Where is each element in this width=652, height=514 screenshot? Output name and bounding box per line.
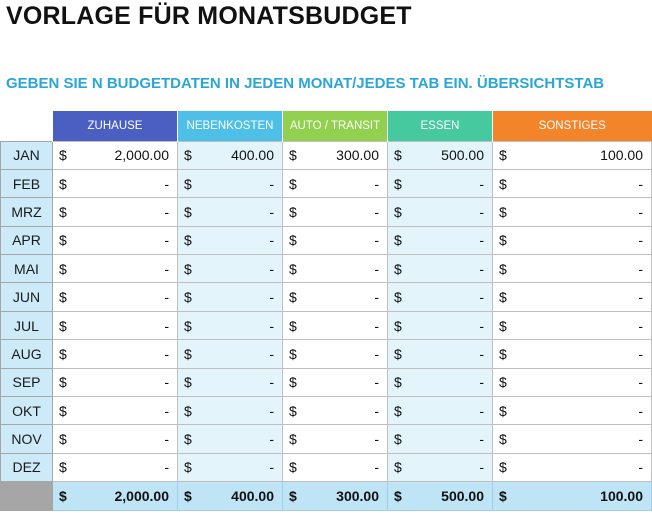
budget-cell[interactable] [178, 397, 283, 425]
budget-cell[interactable] [178, 340, 283, 368]
amount-value: - [269, 232, 274, 249]
currency-symbol: $ [289, 374, 297, 391]
currency-symbol: $ [184, 431, 192, 448]
amount-value: - [164, 402, 169, 419]
currency-symbol: $ [59, 232, 67, 249]
amount-value: - [269, 289, 274, 306]
month-label: FEB [1, 169, 53, 197]
budget-cell[interactable] [53, 141, 178, 169]
budget-cell[interactable] [178, 169, 283, 197]
budget-cell[interactable] [53, 453, 178, 481]
cell-content [388, 289, 492, 305]
budget-cell[interactable] [178, 311, 283, 339]
amount-value: - [269, 175, 274, 192]
amount-value: 2,000.00 [114, 147, 169, 164]
currency-symbol: $ [184, 345, 192, 362]
currency-symbol: $ [499, 147, 507, 164]
cell-content [178, 488, 282, 504]
amount-value: - [164, 175, 169, 192]
month-label: MRZ [1, 198, 53, 226]
instructions-banner: GEBEN SIE N BUDGETDATEN IN JEDEN MONAT/JEDES TAB EIN. ÜBERSICHTSTAB [6, 75, 605, 92]
budget-cell[interactable] [53, 425, 178, 453]
amount-value: - [269, 431, 274, 448]
budget-cell[interactable] [178, 226, 283, 254]
column-header-sonstiges[interactable]: SONSTIGES [493, 111, 652, 141]
header-row [1, 111, 652, 141]
currency-symbol: $ [394, 488, 402, 505]
amount-value: - [374, 431, 379, 448]
budget-cell[interactable] [388, 340, 493, 368]
cell-content [493, 403, 651, 419]
month-row [1, 226, 652, 254]
amount-value: - [638, 459, 643, 476]
budget-cell[interactable] [493, 198, 652, 226]
budget-cell[interactable] [53, 368, 178, 396]
cell-content [283, 204, 387, 220]
amount-value: - [374, 402, 379, 419]
cell-content [388, 374, 492, 390]
currency-symbol: $ [394, 317, 402, 334]
cell-content [283, 232, 387, 248]
budget-cell[interactable] [178, 283, 283, 311]
cell-content [178, 289, 282, 305]
currency-symbol: $ [289, 431, 297, 448]
cell-content [53, 204, 177, 220]
cell-content [283, 176, 387, 192]
cell-content [178, 204, 282, 220]
cell-content [388, 176, 492, 192]
amount-value: - [164, 317, 169, 334]
month-row [1, 340, 652, 368]
amount-value: 100.00 [600, 147, 643, 164]
currency-symbol: $ [59, 317, 67, 334]
currency-symbol: $ [289, 203, 297, 220]
amount-value: - [638, 203, 643, 220]
budget-cell[interactable] [388, 283, 493, 311]
totals-row [1, 482, 652, 511]
currency-symbol: $ [394, 374, 402, 391]
budget-cell[interactable] [53, 340, 178, 368]
currency-symbol: $ [499, 203, 507, 220]
amount-value: 400.00 [231, 488, 274, 505]
total-cell[interactable] [53, 482, 178, 511]
amount-value: - [374, 289, 379, 306]
cell-content [53, 289, 177, 305]
budget-table [0, 111, 652, 511]
budget-cell[interactable] [388, 141, 493, 169]
cell-content [388, 261, 492, 277]
month-row [1, 198, 652, 226]
amount-value: 500.00 [441, 147, 484, 164]
column-header-nebenkosten[interactable]: NEBENKOSTEN [178, 111, 283, 141]
currency-symbol: $ [184, 402, 192, 419]
amount-value: - [479, 175, 484, 192]
currency-symbol: $ [59, 459, 67, 476]
currency-symbol: $ [394, 431, 402, 448]
currency-symbol: $ [184, 232, 192, 249]
cell-content [53, 346, 177, 362]
cell-content [283, 289, 387, 305]
amount-value: - [479, 203, 484, 220]
budget-cell[interactable] [493, 169, 652, 197]
cell-content [388, 204, 492, 220]
cell-content [493, 431, 651, 447]
currency-symbol: $ [59, 260, 67, 277]
currency-symbol: $ [59, 147, 67, 164]
cell-content [493, 147, 651, 163]
amount-value: 100.00 [600, 488, 643, 505]
budget-cell[interactable] [283, 311, 388, 339]
budget-cell[interactable] [388, 453, 493, 481]
currency-symbol: $ [394, 147, 402, 164]
currency-symbol: $ [499, 260, 507, 277]
budget-cell[interactable] [53, 226, 178, 254]
column-header-zuhause[interactable]: ZUHAUSE [53, 111, 178, 141]
currency-symbol: $ [184, 289, 192, 306]
currency-symbol: $ [289, 260, 297, 277]
amount-value: - [638, 289, 643, 306]
month-label: MAI [1, 255, 53, 283]
currency-symbol: $ [184, 374, 192, 391]
cell-content [178, 147, 282, 163]
budget-cell[interactable] [53, 283, 178, 311]
amount-value: - [479, 402, 484, 419]
cell-content [493, 346, 651, 362]
amount-value: - [269, 374, 274, 391]
cell-content [283, 261, 387, 277]
budget-cell[interactable] [283, 340, 388, 368]
cell-content [178, 346, 282, 362]
budget-cell[interactable] [388, 169, 493, 197]
amount-value: - [638, 374, 643, 391]
amount-value: - [269, 203, 274, 220]
month-label: SEP [1, 368, 53, 396]
budget-cell[interactable] [283, 198, 388, 226]
budget-cell[interactable] [53, 397, 178, 425]
budget-cell[interactable] [53, 198, 178, 226]
cell-content [53, 431, 177, 447]
currency-symbol: $ [289, 402, 297, 419]
month-label: JUL [1, 311, 53, 339]
currency-symbol: $ [499, 488, 507, 505]
cell-content [53, 147, 177, 163]
budget-cell[interactable] [493, 283, 652, 311]
budget-cell[interactable] [283, 397, 388, 425]
currency-symbol: $ [289, 147, 297, 164]
amount-value: - [479, 232, 484, 249]
cell-content [388, 147, 492, 163]
total-cell[interactable] [178, 482, 283, 511]
budget-cell[interactable] [388, 255, 493, 283]
month-row [1, 311, 652, 339]
currency-symbol: $ [499, 232, 507, 249]
budget-cell[interactable] [53, 255, 178, 283]
cell-content [493, 459, 651, 475]
cell-content [493, 204, 651, 220]
cell-content [388, 403, 492, 419]
currency-symbol: $ [289, 345, 297, 362]
currency-symbol: $ [289, 488, 297, 505]
budget-cell[interactable] [493, 311, 652, 339]
budget-cell[interactable] [283, 169, 388, 197]
cell-content [388, 232, 492, 248]
amount-value: - [269, 260, 274, 277]
cell-content [53, 403, 177, 419]
currency-symbol: $ [289, 317, 297, 334]
cell-content [493, 289, 651, 305]
amount-value: - [374, 345, 379, 362]
amount-value: - [374, 317, 379, 334]
month-label: JUN [1, 283, 53, 311]
budget-cell[interactable] [283, 226, 388, 254]
cell-content [388, 346, 492, 362]
budget-cell[interactable] [283, 425, 388, 453]
cell-content [388, 318, 492, 334]
currency-symbol: $ [59, 402, 67, 419]
amount-value: 2,000.00 [114, 488, 169, 505]
amount-value: - [638, 317, 643, 334]
currency-symbol: $ [499, 345, 507, 362]
month-label: APR [1, 226, 53, 254]
cell-content [53, 176, 177, 192]
cell-content [493, 488, 651, 504]
budget-cell[interactable] [178, 141, 283, 169]
cell-content [388, 431, 492, 447]
currency-symbol: $ [394, 459, 402, 476]
currency-symbol: $ [289, 175, 297, 192]
total-cell[interactable] [283, 482, 388, 511]
cell-content [53, 318, 177, 334]
currency-symbol: $ [184, 203, 192, 220]
budget-cell[interactable] [283, 453, 388, 481]
cell-content [283, 403, 387, 419]
cell-content [388, 488, 492, 504]
currency-symbol: $ [59, 431, 67, 448]
currency-symbol: $ [59, 289, 67, 306]
cell-content [53, 459, 177, 475]
amount-value: - [638, 232, 643, 249]
currency-symbol: $ [499, 431, 507, 448]
total-cell[interactable] [493, 482, 652, 511]
budget-cell[interactable] [388, 368, 493, 396]
amount-value: - [269, 459, 274, 476]
currency-symbol: $ [184, 175, 192, 192]
amount-value: - [269, 317, 274, 334]
cell-content [178, 318, 282, 334]
amount-value: - [374, 232, 379, 249]
budget-cell[interactable] [283, 255, 388, 283]
cell-content [283, 147, 387, 163]
budget-grid [0, 111, 643, 514]
cell-content [388, 459, 492, 475]
cell-content [283, 374, 387, 390]
budget-cell[interactable] [493, 141, 652, 169]
currency-symbol: $ [394, 289, 402, 306]
budget-cell[interactable] [388, 198, 493, 226]
currency-symbol: $ [499, 374, 507, 391]
total-cell[interactable] [388, 482, 493, 511]
currency-symbol: $ [394, 260, 402, 277]
amount-value: - [164, 431, 169, 448]
cell-content [178, 176, 282, 192]
budget-cell[interactable] [53, 311, 178, 339]
currency-symbol: $ [499, 402, 507, 419]
amount-value: - [164, 289, 169, 306]
amount-value: - [164, 345, 169, 362]
currency-symbol: $ [289, 232, 297, 249]
cell-content [53, 374, 177, 390]
cell-content [493, 318, 651, 334]
currency-symbol: $ [394, 203, 402, 220]
amount-value: - [164, 459, 169, 476]
amount-value: - [164, 203, 169, 220]
currency-symbol: $ [59, 488, 67, 505]
cell-content [53, 261, 177, 277]
month-row [1, 368, 652, 396]
currency-symbol: $ [184, 260, 192, 277]
month-label: JAN [1, 141, 53, 169]
cell-content [178, 459, 282, 475]
budget-cell[interactable] [178, 255, 283, 283]
budget-cell[interactable] [178, 198, 283, 226]
currency-symbol: $ [59, 175, 67, 192]
currency-symbol: $ [499, 175, 507, 192]
amount-value: - [638, 402, 643, 419]
currency-symbol: $ [394, 345, 402, 362]
month-row [1, 141, 652, 169]
amount-value: 300.00 [336, 147, 379, 164]
amount-value: - [479, 260, 484, 277]
cell-content [283, 488, 387, 504]
month-label: AUG [1, 340, 53, 368]
budget-cell[interactable] [178, 425, 283, 453]
budget-cell[interactable] [493, 226, 652, 254]
currency-symbol: $ [499, 459, 507, 476]
amount-value: - [269, 402, 274, 419]
amount-value: - [479, 345, 484, 362]
amount-value: - [164, 374, 169, 391]
currency-symbol: $ [59, 345, 67, 362]
amount-value: 400.00 [231, 147, 274, 164]
budget-cell[interactable] [493, 340, 652, 368]
currency-symbol: $ [59, 203, 67, 220]
column-header-auto-transit[interactable]: AUTO / TRANSIT [283, 111, 388, 141]
cell-content [178, 374, 282, 390]
cell-content [493, 374, 651, 390]
amount-value: - [374, 374, 379, 391]
budget-cell[interactable] [53, 169, 178, 197]
month-label: NOV [1, 425, 53, 453]
cell-content [283, 431, 387, 447]
budget-cell[interactable] [493, 368, 652, 396]
budget-cell[interactable] [388, 311, 493, 339]
amount-value: - [479, 317, 484, 334]
cell-content [178, 261, 282, 277]
budget-cell[interactable] [283, 368, 388, 396]
budget-cell[interactable] [283, 283, 388, 311]
budget-cell[interactable] [493, 453, 652, 481]
cell-content [283, 346, 387, 362]
currency-symbol: $ [289, 459, 297, 476]
budget-cell[interactable] [178, 368, 283, 396]
budget-cell[interactable] [493, 425, 652, 453]
cell-content [283, 318, 387, 334]
currency-symbol: $ [394, 232, 402, 249]
month-label: OKT [1, 397, 53, 425]
month-label: DEZ [1, 453, 53, 481]
month-row [1, 283, 652, 311]
amount-value: - [638, 345, 643, 362]
amount-value: 300.00 [336, 488, 379, 505]
budget-cell[interactable] [493, 397, 652, 425]
amount-value: - [638, 260, 643, 277]
amount-value: - [479, 374, 484, 391]
cell-content [178, 232, 282, 248]
currency-symbol: $ [184, 317, 192, 334]
budget-cell[interactable] [388, 226, 493, 254]
amount-value: - [374, 260, 379, 277]
budget-cell[interactable] [493, 255, 652, 283]
amount-value: - [638, 431, 643, 448]
cell-content [53, 488, 177, 504]
cell-content [178, 431, 282, 447]
amount-value: - [374, 459, 379, 476]
month-row [1, 425, 652, 453]
month-row [1, 169, 652, 197]
currency-symbol: $ [394, 175, 402, 192]
cell-content [283, 459, 387, 475]
budget-cell[interactable] [178, 453, 283, 481]
cell-content [53, 232, 177, 248]
cell-content [493, 176, 651, 192]
amount-value: - [374, 203, 379, 220]
cell-content [493, 232, 651, 248]
month-row [1, 397, 652, 425]
totals-label-cell [1, 482, 53, 511]
amount-value: - [479, 289, 484, 306]
month-row [1, 255, 652, 283]
budget-cell[interactable] [388, 397, 493, 425]
amount-value: - [374, 175, 379, 192]
cell-content [493, 261, 651, 277]
amount-value: - [164, 260, 169, 277]
amount-value: - [269, 345, 274, 362]
currency-symbol: $ [499, 289, 507, 306]
amount-value: - [479, 459, 484, 476]
cell-content [178, 403, 282, 419]
budget-cell[interactable] [283, 141, 388, 169]
currency-symbol: $ [184, 147, 192, 164]
currency-symbol: $ [59, 374, 67, 391]
amount-value: 500.00 [441, 488, 484, 505]
currency-symbol: $ [499, 317, 507, 334]
budget-cell[interactable] [388, 425, 493, 453]
amount-value: - [164, 232, 169, 249]
month-row [1, 453, 652, 481]
currency-symbol: $ [394, 402, 402, 419]
currency-symbol: $ [289, 289, 297, 306]
currency-symbol: $ [184, 459, 192, 476]
page-title: VORLAGE FÜR MONATSBUDGET [6, 2, 412, 30]
amount-value: - [479, 431, 484, 448]
header-corner [1, 111, 53, 141]
currency-symbol: $ [184, 488, 192, 505]
amount-value: - [638, 175, 643, 192]
column-header-essen[interactable]: ESSEN [388, 111, 493, 141]
